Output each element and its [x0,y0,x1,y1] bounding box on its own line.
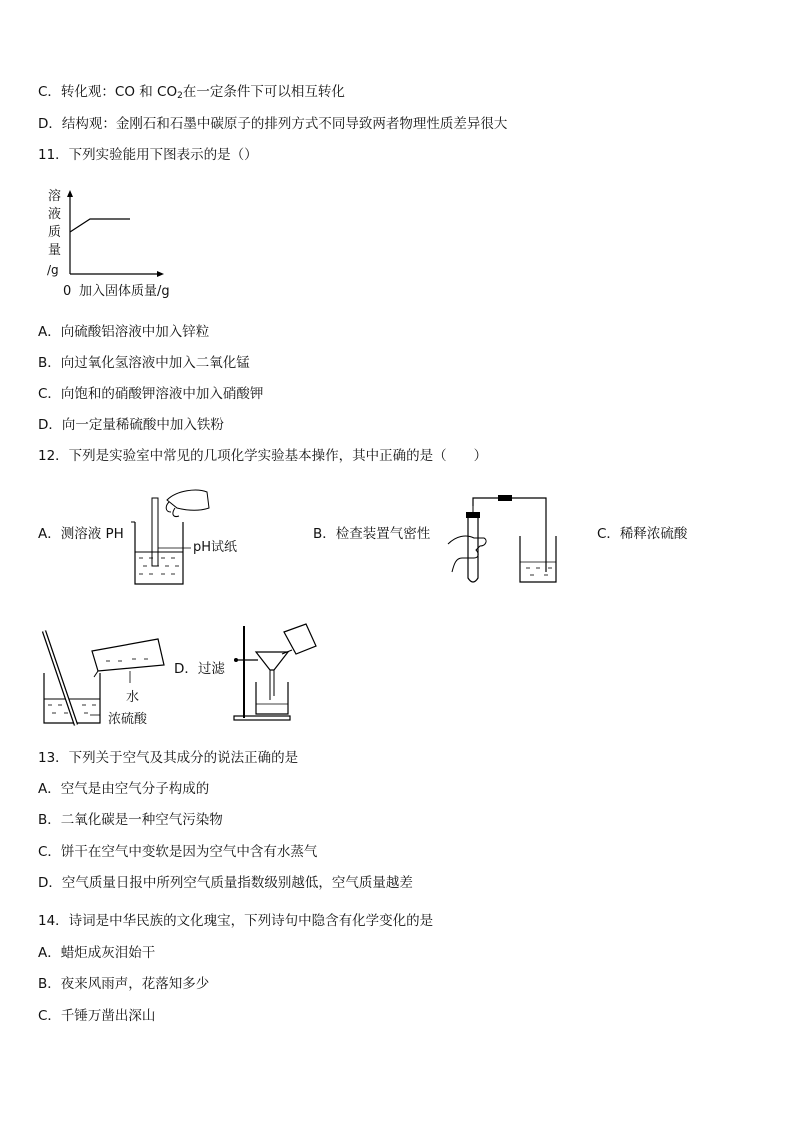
q14-option-a: A．蜡炬成灰泪始干 [38,945,156,961]
q12-option-a: A．测溶液 PH [38,526,124,542]
filtration-illustration [226,620,326,725]
q11-option-a: A．向硫酸铝溶液中加入锌粒 [38,324,210,340]
graph-axes [60,190,170,280]
q13-option-d: D．空气质量日报中所列空气质量指数级别越低，空气质量越差 [38,875,413,891]
graph-yunit: /g [47,263,59,277]
q13-stem: 13．下列关于空气及其成分的说法正确的是 [38,750,299,766]
graph-ylabel-char: 液 [48,207,62,222]
q14-stem: 14．诗词是中华民族的文化瑰宝，下列诗句中隐含有化学变化的是 [38,913,434,929]
q10-option-c: C．转化观：CO 和 $CO_2$在一定条件下可以相互转化 [38,84,345,101]
q10-option-d: D．结构观：金刚石和石墨中碳原子的排列方式不同导致两者物理性质差异很大 [38,116,508,132]
ph-test-illustration [125,486,240,591]
dilute-acid-illustration [38,625,168,730]
ph-paper-label: pH试纸 [193,540,238,555]
q14-option-c: C．千锤万凿出深山 [38,1008,156,1024]
graph-ylabel-char: 质 [48,225,62,240]
q11-stem: 11．下列实验能用下图表示的是（） [38,147,258,163]
q12-option-d: D．过滤 [174,661,225,677]
q13-option-b: B．二氧化碳是一种空气污染物 [38,812,223,828]
graph-ylabel-char: 量 [48,243,62,258]
q13-option-a: A．空气是由空气分子构成的 [38,781,210,797]
airtight-check-illustration [440,492,555,587]
q14-option-b: B．夜来风雨声，花落知多少 [38,976,210,992]
q12-stem: 12．下列是实验室中常见的几项化学实验基本操作，其中正确的是（ ） [38,448,488,464]
q12-option-b: B．检查装置气密性 [313,526,431,542]
q12-option-c: C．稀释浓硫酸 [597,526,688,542]
q11-option-d: D．向一定量稀硫酸中加入铁粉 [38,417,224,433]
q11-option-b: B．向过氧化氢溶液中加入二氧化锰 [38,355,250,371]
q13-option-c: C．饼干在空气中变软是因为空气中含有水蒸气 [38,844,318,860]
conc-acid-label: 浓硫酸 [108,712,148,727]
graph-ylabel-char: 溶 [48,189,62,204]
graph-xlabel: 加入固体质量/g [79,284,170,299]
q11-option-c: C．向饱和的硝酸钾溶液中加入硝酸钾 [38,386,264,402]
water-label: 水 [126,690,140,705]
graph-origin: 0 [63,284,72,299]
